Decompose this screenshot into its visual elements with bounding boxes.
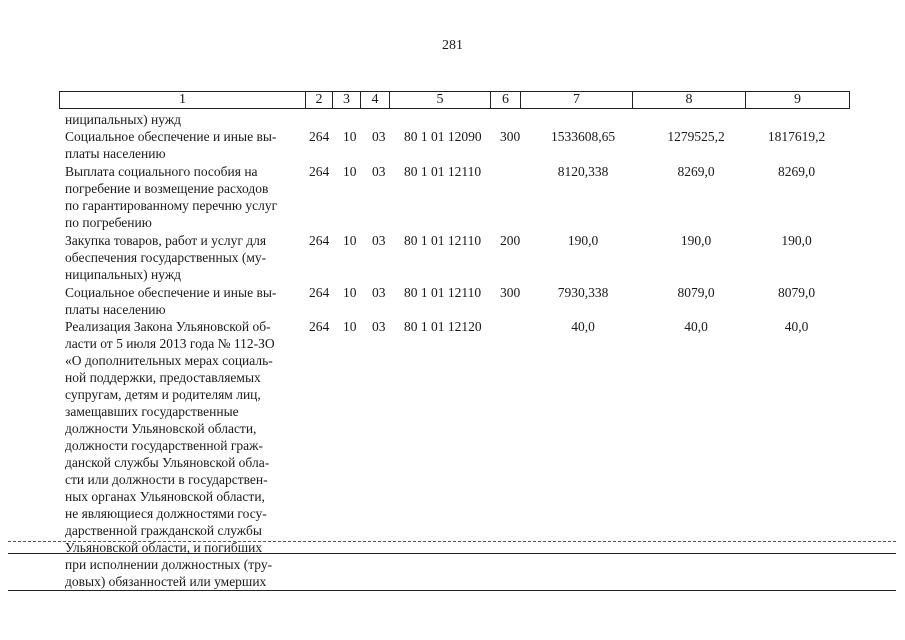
cell-target-article: 80 1 01 12110 (404, 233, 482, 248)
row-description-line: Социальное обеспечение и иные вы- (65, 129, 277, 144)
scan-dashed-rule (8, 541, 896, 542)
cell-ministry: 264 (309, 285, 330, 300)
cell-amount-3: 8079,0 (777, 285, 816, 300)
row-description (65, 284, 299, 318)
cell-amount-1: 40,0 (571, 319, 595, 334)
table-header (59, 91, 850, 109)
cell-subsection: 03 (372, 319, 386, 334)
row-description-line: Ульяновской области, и погибших (65, 540, 263, 555)
cell-amount-3: 190,0 (781, 233, 812, 248)
cell-section: 10 (343, 164, 357, 179)
row-description-line: Закупка товаров, работ и услуг для (65, 233, 267, 248)
header-col-7: 7 (521, 92, 633, 108)
cell-amount-2: 190,0 (680, 233, 712, 248)
cell-ministry: 264 (309, 319, 330, 334)
row-description-line: Выплата социального пособия на (65, 164, 258, 179)
cell-section: 10 (343, 233, 357, 248)
header-col-1: 1 (60, 92, 306, 108)
cell-amount-2: 8079,0 (677, 285, 715, 300)
header-col-4: 4 (361, 92, 390, 108)
cell-amount-3: 8269,0 (777, 164, 816, 179)
header-col-6: 6 (491, 92, 521, 108)
row-description (65, 232, 299, 283)
header-col-3: 3 (333, 92, 361, 108)
cell-target-article: 80 1 01 12120 (404, 319, 482, 334)
row-description-line: супругам, детям и родителям лиц, (65, 387, 261, 402)
row-description-line: платы населению (65, 302, 166, 317)
row-description-line: Реализация Закона Ульяновской об- (65, 319, 271, 334)
cell-target-article: 80 1 01 12110 (404, 285, 482, 300)
cell-section: 10 (343, 285, 357, 300)
row-description-line: Социальное обеспечение и иные вы- (65, 285, 277, 300)
page-number: 281 (442, 38, 463, 53)
continuation-text: ниципальных) нужд (65, 112, 182, 127)
cell-amount-2: 40,0 (684, 319, 708, 334)
row-description-line: замещавших государственные (65, 404, 239, 419)
cell-amount-1: 1533608,65 (550, 129, 616, 144)
row-description-line: довых) обязанностей или умерших (65, 574, 267, 589)
row-description-line: погребение и возмещение расходов (65, 181, 269, 196)
header-col-2: 2 (306, 92, 333, 108)
header-col-9: 9 (794, 92, 801, 107)
cell-expense-type: 300 (500, 129, 521, 144)
row-description-line: ной поддержки, предоставляемых (65, 370, 261, 385)
row-description (65, 318, 299, 590)
cell-ministry: 264 (309, 233, 330, 248)
cell-subsection: 03 (372, 164, 386, 179)
row-description-line: «О дополнительных мерах социаль- (65, 353, 273, 368)
row-description-line: данской службы Ульяновской обла- (65, 455, 270, 470)
cell-expense-type: 300 (500, 285, 521, 300)
cell-target-article: 80 1 01 12090 (404, 129, 482, 144)
cell-expense-type: 200 (500, 233, 521, 248)
row-description-line: платы населению (65, 146, 166, 161)
row-description-line: не являющиеся должностями госу- (65, 506, 267, 521)
row-description-line: по погребению (65, 215, 152, 230)
row-description-line: ласти от 5 июля 2013 года № 112-ЗО (65, 336, 275, 351)
cell-amount-2: 1279525,2 (667, 129, 725, 144)
row-description-line: по гарантированному перечню услуг (65, 198, 278, 213)
row-description-line: дарственной гражданской службы (65, 523, 262, 538)
cell-amount-1: 8120,338 (557, 164, 609, 179)
cell-amount-3: 1817619,2 (767, 129, 826, 144)
header-col-5: 5 (390, 92, 491, 108)
cell-section: 10 (343, 319, 357, 334)
cell-amount-1: 190,0 (567, 233, 599, 248)
scan-rule-lower (8, 590, 896, 591)
row-description-line: ных органах Ульяновской области, (65, 489, 265, 504)
cell-subsection: 03 (372, 285, 386, 300)
row-description (65, 163, 299, 231)
cell-ministry: 264 (309, 164, 330, 179)
cell-amount-2: 8269,0 (677, 164, 715, 179)
cell-subsection: 03 (372, 129, 386, 144)
row-description (65, 128, 299, 162)
row-description-line: при исполнении должностных (тру- (65, 557, 273, 572)
cell-target-article: 80 1 01 12110 (404, 164, 482, 179)
row-description-line: должности государственной граж- (65, 438, 263, 453)
row-description-line: обеспечения государственных (му- (65, 250, 267, 265)
cell-ministry: 264 (309, 129, 330, 144)
cell-subsection: 03 (372, 233, 386, 248)
row-description-line: сти или должности в государствен- (65, 472, 268, 487)
row-description-line: должности Ульяновской области, (65, 421, 257, 436)
cell-section: 10 (343, 129, 357, 144)
row-description-line: ниципальных) нужд (65, 267, 182, 282)
cell-amount-1: 7930,338 (557, 285, 609, 300)
header-col-8: 8 (633, 92, 746, 108)
cell-amount-3: 40,0 (784, 319, 809, 334)
scan-rule-upper (8, 553, 896, 554)
